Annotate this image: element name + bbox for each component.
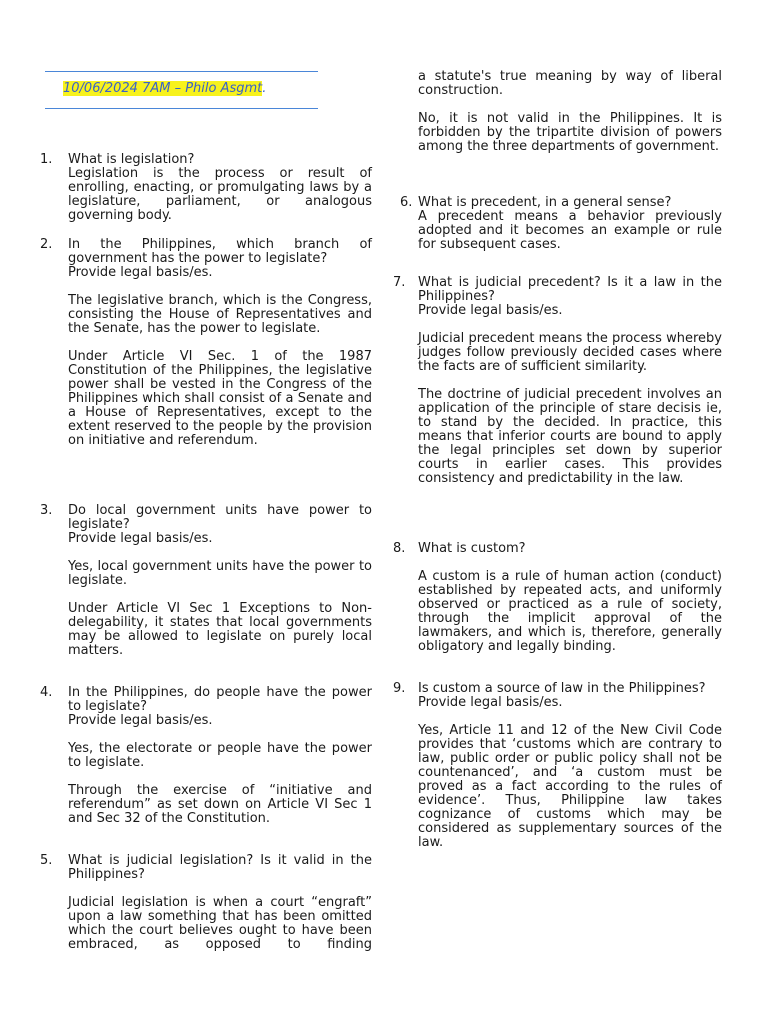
item-paragraph: What is custom?	[418, 541, 526, 556]
item-number: 3.	[40, 503, 53, 518]
item-body	[68, 504, 372, 658]
item-paragraph: Do local government units have power to legislate? Provide legal basis/es.	[68, 503, 372, 546]
item-paragraph: Yes, Article 11 and 12 of the New Civil Code provides that ‘customs which are contrary to law, public order or public policy shall not be countenanced’, and ‘a custom must be proved as a fact according to the rules of evidence’. Thus, Philippine law takes cognizance of customs which may be considered as supplementary sources of the law.	[418, 723, 722, 850]
item-number: 8.	[393, 541, 406, 556]
item-body	[418, 276, 722, 486]
item-paragraph: a statute's true meaning by way of liberal construction.	[418, 69, 722, 98]
document-header	[63, 82, 266, 96]
item-body	[418, 196, 722, 252]
item-paragraph: Judicial legislation is when a court “engraft” upon a law something that has been omitted which the court believes ought to have been embraced, as opposed to finding	[68, 895, 372, 952]
item-number: 9.	[393, 681, 406, 696]
header-rule-top	[45, 71, 318, 72]
item-paragraph: Is custom a source of law in the Philippines? Provide legal basis/es.	[418, 681, 706, 710]
item-body	[418, 70, 722, 154]
item-number: 1.	[40, 152, 53, 167]
item-paragraph: Yes, the electorate or people have the power to legislate.	[68, 741, 372, 770]
item-number: 4.	[40, 685, 53, 700]
item-paragraph: Under Article VI Sec. 1 of the 1987 Constitution of the Philippines, the legislative power shall be vested in the Congress of the Philippines which shall consist of a Senate and a House of Representatives, except to the extent reserved to the people by the provision on initiative and referendum.	[68, 349, 372, 448]
item-paragraph: A custom is a rule of human action (conduct) established by repeated acts, and uniformly observed or practiced as a rule of society, through the implicit approval of the lawmakers, and which is, therefore, generally obligatory and legally binding.	[418, 569, 722, 654]
item-paragraph: Judicial precedent means the process whereby judges follow previously decided cases where the facts are of sufficient similarity.	[418, 331, 722, 374]
item-paragraph: In the Philippines, which branch of government has the power to legislate? Provide legal basis/es.	[68, 237, 372, 280]
item-number: 7.	[393, 275, 406, 290]
item-paragraph: What is judicial precedent? Is it a law in the Philippines? Provide legal basis/es.	[418, 275, 722, 318]
header-highlight: 10/06/2024 7AM – Philo Asgmt	[63, 81, 263, 96]
item-paragraph: What is precedent, in a general sense? A precedent means a behavior previously adopted and it becomes an example or rule for subsequent cases.	[418, 195, 722, 252]
item-paragraph: The legislative branch, which is the Congress, consisting the House of Representatives and the Senate, has the power to legislate.	[68, 293, 372, 336]
item-body	[68, 238, 372, 448]
item-number: 6.	[400, 195, 413, 210]
item-body	[418, 682, 722, 850]
item-paragraph: What is legislation? Legislation is the process or result of enrolling, enacting, or promulgating laws by a legislature, parliament, or analogous governing body.	[68, 152, 372, 223]
item-paragraph: The doctrine of judicial precedent involves an application of the principle of stare decisis ie, to stand by the decided. In practice, this means that inferior courts are bound to apply the legal principles set down by superior courts in earlier cases. This provides consistency and predictability in the law.	[418, 387, 722, 486]
header-suffix: .	[262, 81, 267, 96]
item-paragraph: Yes, local government units have the power to legislate.	[68, 559, 372, 588]
item-number: 5.	[40, 853, 53, 868]
header-rule-bottom	[45, 108, 318, 109]
item-paragraph: No, it is not valid in the Philippines. It is forbidden by the tripartite division of powers among the three departments of government.	[418, 111, 722, 154]
item-paragraph: Through the exercise of “initiative and referendum” as set down on Article VI Sec 1 and Sec 32 of the Constitution.	[68, 783, 372, 826]
item-body	[418, 542, 722, 654]
item-body	[68, 153, 372, 223]
item-body	[68, 686, 372, 826]
item-number: 2.	[40, 237, 53, 252]
item-paragraph: Under Article VI Sec 1 Exceptions to Non-delegability, it states that local governments may be allowed to legislate on purely local matters.	[68, 601, 372, 658]
item-body	[68, 854, 372, 952]
item-paragraph: In the Philippines, do people have the power to legislate? Provide legal basis/es.	[68, 685, 372, 728]
item-paragraph: What is judicial legislation? Is it valid in the Philippines?	[68, 853, 372, 882]
